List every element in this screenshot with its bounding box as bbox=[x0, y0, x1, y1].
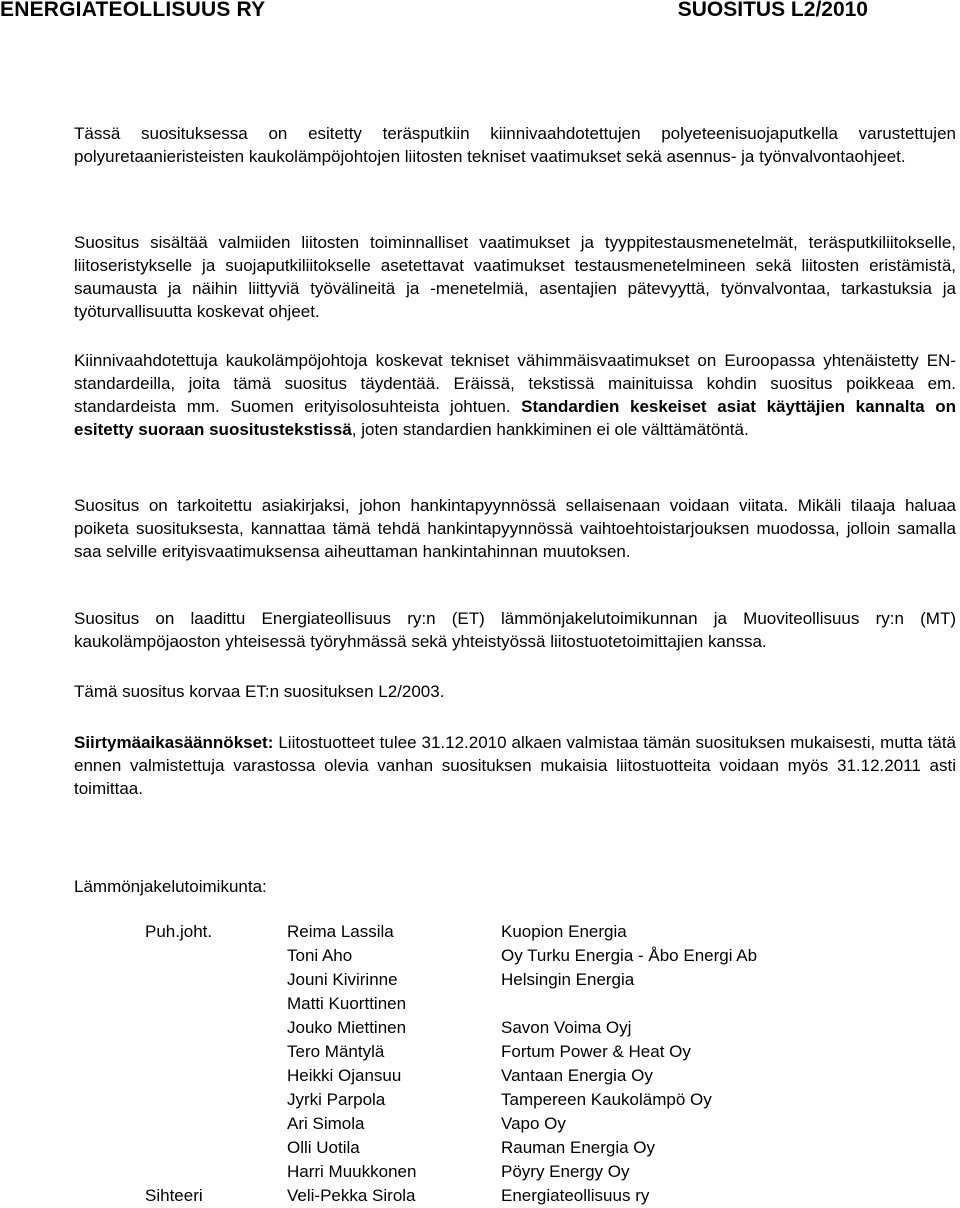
member-row bbox=[0, 1064, 960, 1088]
member-row bbox=[0, 1040, 960, 1064]
member-name: Jouni Kivirinne bbox=[287, 970, 398, 989]
member-name: Reima Lassila bbox=[287, 922, 394, 941]
member-name: Heikki Ojansuu bbox=[287, 1066, 402, 1085]
organization-name: ENERGIATEOLLISUUS RY bbox=[0, 0, 266, 21]
member-name: Tero Mäntylä bbox=[287, 1042, 385, 1061]
member-company: Pöyry Energy Oy bbox=[501, 1162, 630, 1181]
member-company: Helsingin Energia bbox=[501, 970, 635, 989]
paragraph-authors: Suositus on laadittu Energiateollisuus ry:n (ET) lämmönjakelutoimikunnan ja Muoviteollisuus ry:n (MT) kaukolämpöjaoston yhteisessä työryhmässä sekä yhteistyössä liitostuotetoimittajien kanssa. bbox=[74, 609, 956, 651]
paragraph-standards-emphasis: Standardien keskeiset asiat käyttäjien kannalta on esitetty suoraan suositustekstissä bbox=[74, 397, 956, 439]
member-name: Olli Uotila bbox=[287, 1138, 360, 1157]
member-row bbox=[0, 968, 960, 992]
member-row bbox=[0, 1184, 960, 1208]
member-name: Toni Aho bbox=[287, 946, 353, 965]
document-code: SUOSITUS L2/2010 bbox=[677, 0, 868, 21]
transition-text: Liitostuotteet tulee 31.12.2010 alkaen valmistaa tämän suosituksen mukaisesti, mutta tätä ennen valmistettuja varastossa olevia vanhan suosituksen mukaisia liitostuotteita voidaan myös 31.12.2011 asti toimittaa. bbox=[74, 733, 956, 798]
page-header bbox=[0, 0, 960, 28]
member-row bbox=[0, 1016, 960, 1040]
member-row bbox=[0, 920, 960, 944]
committee-member-list bbox=[0, 920, 960, 1208]
paragraph-standards-tail: , joten standardien hankkiminen ei ole välttämätöntä. bbox=[351, 420, 749, 439]
member-name: Ari Simola bbox=[287, 1114, 365, 1133]
member-company: Fortum Power & Heat Oy bbox=[501, 1042, 691, 1061]
paragraph-replaces: Tämä suositus korvaa ET:n suosituksen L2/2003. bbox=[74, 682, 445, 701]
member-company: Rauman Energia Oy bbox=[501, 1138, 656, 1157]
member-row bbox=[0, 1112, 960, 1136]
member-company: Savon Voima Oyj bbox=[501, 1018, 632, 1037]
member-name: Matti Kuorttinen bbox=[287, 994, 407, 1013]
paragraph-standards-text: Kiinnivaahdotettuja kaukolämpöjohtoja koskevat tekniset vähimmäisvaatimukset on Euroopassa yhtenäistetty EN-standardeilla, joita tämä suositus täydentää. Eräissä, tekstissä mainituissa kohdin suositus poikkeaa em. standardeista mm. Suomen erityisolosuhteista johtuen. bbox=[74, 351, 956, 416]
paragraph-usage: Suositus on tarkoitettu asiakirjaksi, johon hankintapyynnössä sellaisenaan voidaan viitata. Mikäli tilaaja haluaa poiketa suosituksesta, kannattaa tämä tehdä hankintapyynnössä vaihtoehtoistarjouksen muodossa, jolloin samalla saa selville erityisvaatimuksensa aiheuttaman hankintahinnan muutoksen. bbox=[74, 496, 956, 561]
member-name: Harri Muukkonen bbox=[287, 1162, 417, 1181]
member-name: Jyrki Parpola bbox=[287, 1090, 386, 1109]
member-company: Tampereen Kaukolämpö Oy bbox=[501, 1090, 712, 1109]
committee-title: Lämmönjakelutoimikunta: bbox=[74, 877, 267, 896]
member-company: Oy Turku Energia - Åbo Energi Ab bbox=[501, 946, 758, 965]
paragraph-standards bbox=[74, 349, 956, 441]
member-role: Puh.joht. bbox=[145, 922, 213, 941]
member-company: Energiateollisuus ry bbox=[501, 1186, 650, 1205]
paragraph-transition bbox=[74, 731, 956, 800]
member-name: Jouko Miettinen bbox=[287, 1018, 407, 1037]
paragraph-contents: Suositus sisältää valmiiden liitosten toiminnalliset vaatimukset ja tyyppitestausmenetelmät, teräsputkiliitokselle, liitoseristykselle ja suojaputkiliitokselle asetettavat vaatimukset testausmenetelmineen sekä liitosten eristämistä, saumausta ja näihin liittyviä työvälineitä ja -menetelmiä, asentajien pätevyyttä, työnvalvontaa, tarkastuksia ja työturvallisuutta koskevat ohjeet. bbox=[74, 233, 956, 321]
member-row bbox=[0, 1088, 960, 1112]
member-role: Sihteeri bbox=[145, 1186, 203, 1205]
member-company: Vantaan Energia Oy bbox=[501, 1066, 653, 1085]
paragraph-scope: Tässä suosituksessa on esitetty teräsputkiin kiinnivaahdotettujen polyeteenisuojaputkella varustettujen polyuretaanieristeisten kaukolämpöjohtojen liitosten tekniset vaatimukset sekä asennus- ja työnvalvontaohjeet. bbox=[74, 124, 956, 166]
member-company: Vapo Oy bbox=[501, 1114, 566, 1133]
member-row bbox=[0, 944, 960, 968]
member-company: Kuopion Energia bbox=[501, 922, 627, 941]
member-row bbox=[0, 992, 960, 1016]
member-row bbox=[0, 1160, 960, 1184]
transition-label: Siirtymäaikasäännökset: bbox=[74, 733, 274, 752]
member-row bbox=[0, 1136, 960, 1160]
member-name: Veli-Pekka Sirola bbox=[287, 1186, 416, 1205]
